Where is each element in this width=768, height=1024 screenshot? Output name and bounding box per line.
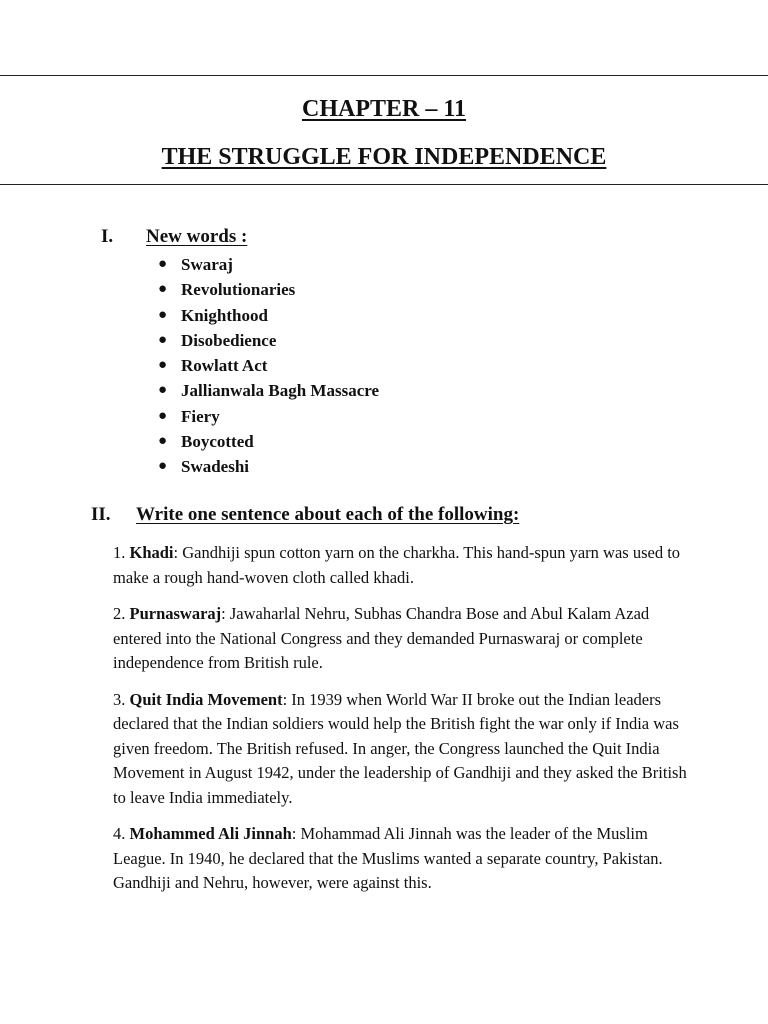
bullet-icon: ● xyxy=(158,357,168,374)
bullet-icon: ● xyxy=(158,458,168,475)
section-heading-text: Write one sentence about each of the following: xyxy=(136,504,520,525)
item-text: : Mohammad Ali Jinnah was the leader of the Muslim League. In 1940, he declared that the Muslims wanted a separate country, Pakistan. Gandhiji and Nehru, however, were against this. xyxy=(113,824,663,892)
chapter-title: THE STRUGGLE FOR INDEPENDENCE xyxy=(161,144,607,170)
word-text: Knighthood xyxy=(181,305,268,325)
word-text: Fiery xyxy=(181,406,220,426)
list-item xyxy=(158,328,379,353)
word-text: Jallianwala Bagh Massacre xyxy=(181,381,380,401)
word-text: Swaraj xyxy=(181,255,233,274)
section-new-words-heading xyxy=(101,226,401,250)
bullet-icon: ● xyxy=(158,382,168,399)
item-number: 1. xyxy=(113,543,126,562)
word-text: Rowlatt Act xyxy=(181,356,268,376)
word-text: Revolutionaries xyxy=(181,280,296,300)
list-item xyxy=(158,378,379,403)
bullet-icon: ● xyxy=(158,407,168,424)
list-item xyxy=(158,454,379,479)
bottom-rule xyxy=(0,184,768,185)
bullet-icon: ● xyxy=(158,256,168,272)
top-rule xyxy=(0,75,768,76)
item-number: 2. xyxy=(113,604,126,623)
sentence-items xyxy=(113,541,688,908)
item-term: Khadi xyxy=(129,543,174,562)
word-text: Swadeshi xyxy=(181,457,250,477)
item-text: : Jawaharlal Nehru, Subhas Chandra Bose and Abul Kalam Azad entered into the National Congress and they demanded Purnaswaraj or complete independence from British rule. xyxy=(113,604,650,672)
item-term: Mohammed Ali Jinnah xyxy=(129,824,292,843)
sentence-item xyxy=(113,822,688,896)
section-numeral: I. xyxy=(101,226,114,247)
item-number: 3. xyxy=(113,689,126,709)
section-heading-text: New words : xyxy=(146,226,248,247)
item-text: : Gandhiji spun cotton yarn on the charkha. This hand-spun yarn was used to make a rough hand-woven cloth called khadi. xyxy=(113,543,681,587)
list-item xyxy=(158,429,379,454)
section-sentences-heading xyxy=(91,504,691,528)
chapter-heading: CHAPTER – 11 xyxy=(301,96,466,122)
list-item xyxy=(158,252,379,277)
item-term: Quit India Movement xyxy=(129,689,283,709)
item-text: : In 1939 when World War II broke out the Indian leaders declared that the Indian soldiers would help the British fight the war only if India was given freedom. The British refused. In anger, the Congress launched the Quit India Movement in August 1942, under the leadership of Gandhiji and they asked the British to leave India immediately. xyxy=(113,689,687,807)
section-numeral: II. xyxy=(91,504,111,525)
new-words-list xyxy=(158,252,379,480)
item-term: Purnaswaraj xyxy=(129,604,222,623)
bullet-icon: ● xyxy=(158,306,168,323)
bullet-icon: ● xyxy=(158,433,168,450)
list-item xyxy=(158,353,379,378)
item-number: 4. xyxy=(113,824,126,843)
list-item xyxy=(158,303,379,328)
bullet-icon: ● xyxy=(158,281,168,298)
list-item xyxy=(158,277,379,302)
sentence-item xyxy=(113,688,688,811)
word-text: Boycotted xyxy=(181,432,254,452)
bullet-icon: ● xyxy=(158,331,168,348)
sentence-item xyxy=(113,602,688,676)
sentence-item xyxy=(113,541,688,590)
word-text: Disobedience xyxy=(181,330,277,350)
list-item xyxy=(158,404,379,429)
